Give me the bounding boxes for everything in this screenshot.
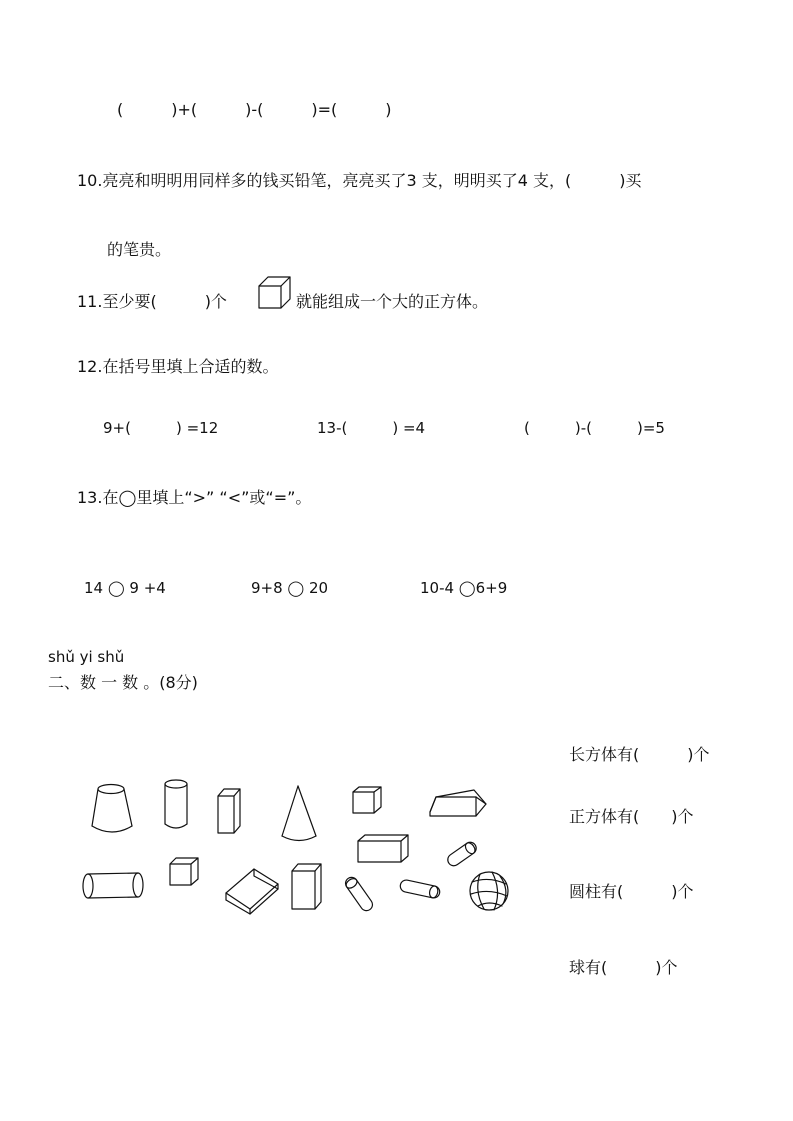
answer-cube: 正方体有( )个 [569,807,694,826]
cube-icon [353,787,381,813]
cuboid-icon [292,864,321,909]
question-13: 13.在◯里填上“>” “<”或“=”。 [77,488,312,507]
frustum-icon [92,785,132,833]
cube-icon [170,858,198,885]
ball-icon [470,872,508,910]
question-11-cont: 就能组成一个大的正方体。 [296,292,489,311]
cuboid-icon [358,835,408,862]
cylinder-icon [165,780,187,828]
q12-expression-2: 13-( ) =4 [317,419,426,437]
q12-expression-1: 9+( ) =12 [103,419,219,437]
q13-compare-1: 14 ◯ 9 +4 [84,579,166,597]
cuboid-icon [430,790,486,816]
pinyin-annotation: shǔ yi shǔ [48,648,125,666]
answer-cuboid: 长方体有( )个 [569,745,710,764]
answer-sphere: 球有( )个 [569,958,678,977]
question-11: 11.至少要( )个 [77,292,227,311]
cone-icon [282,786,316,841]
equation-blanks: ( )+( )-( )=( ) [117,100,392,119]
cylinder-icon [83,873,143,898]
question-12: 12.在括号里填上合适的数。 [77,357,279,376]
q12-expression-3: ( )-( )=5 [524,419,665,437]
section-2-title: 二、数 一 数 。(8分) [48,673,198,692]
q13-compare-2: 9+8 ◯ 20 [251,579,329,597]
q13-compare-3: 10-4 ◯6+9 [420,579,508,597]
cylinder-icon [445,840,478,868]
question-10-cont: 的笔贵。 [107,240,172,259]
question-10: 10.亮亮和明明用同样多的钱买铅笔，亮亮买了3 支，明明买了4 支，( )买 [77,171,642,190]
answer-cylinder: 圆柱有( )个 [569,882,694,901]
cuboid-icon [218,789,240,833]
cuboid-icon [226,869,278,914]
cylinder-icon [343,875,375,913]
cylinder-icon [399,879,441,899]
